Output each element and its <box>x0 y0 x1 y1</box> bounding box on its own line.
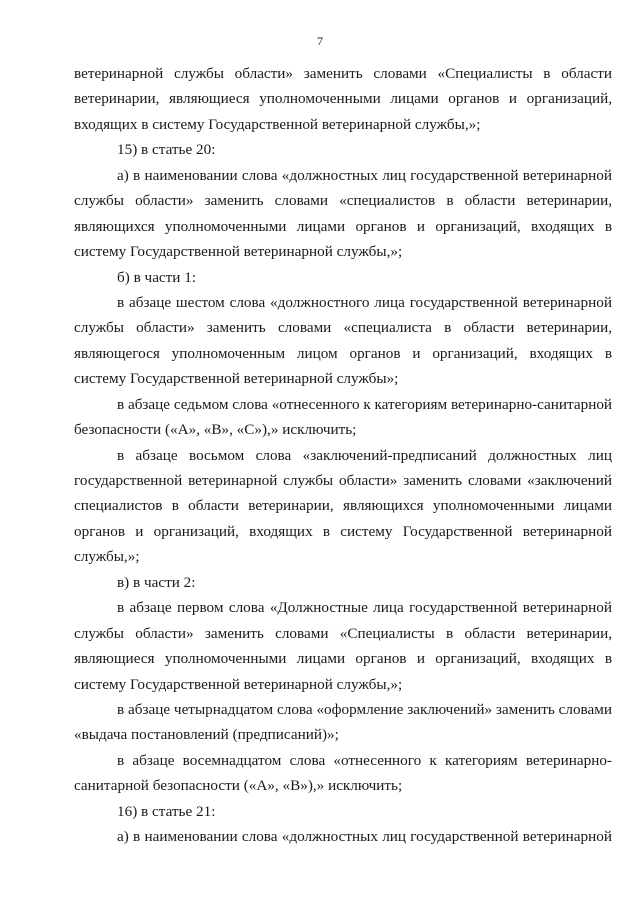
text-line: государственной ветеринарной службы области» заменить словами «заключений <box>74 472 612 489</box>
text-line: службы области» заменить словами «Специалисты в области ветеринарии, <box>74 624 612 642</box>
text-line: службы области» заменить словами «специалистов в области ветеринарии, <box>74 192 612 210</box>
text-line: а) в наименовании слова «должностных лиц государственной ветеринарной <box>117 166 612 184</box>
text-line: систему Государственной ветеринарной службы,»; <box>74 675 403 693</box>
text-line: систему Государственной ветеринарной службы,»; <box>74 243 403 261</box>
text-line: в абзаце восемнадцатом слова «отнесенного к категориям ветеринарно- <box>117 751 612 769</box>
text-line: являющиеся уполномоченными лицами органов и организаций, входящих в <box>74 650 612 668</box>
text-line: в абзаце первом слова «Должностные лица государственной ветеринарной <box>117 599 612 617</box>
text-line: ветеринарной службы области» заменить словами «Специалисты в области <box>74 65 612 82</box>
text-line: являющегося уполномоченным лицом органов и организаций, входящих в <box>74 344 612 362</box>
text-line: в абзаце четырнадцатом слова «оформление заключений» заменить словами <box>117 700 612 718</box>
text-line: органов и организаций, входящих в систему Государственной ветеринарной <box>74 522 612 540</box>
text-line: а) в наименовании слова «должностных лиц государственной ветеринарной <box>117 828 612 846</box>
text-line: являющихся уполномоченными лицами органов и организаций, входящих в <box>74 217 612 235</box>
text-line: специалистов в области ветеринарии, являющихся уполномоченными лицами <box>74 497 612 515</box>
text-line: в абзаце восьмом слова «заключений-предписаний должностных лиц <box>117 446 612 464</box>
text-line: систему Государственной ветеринарной службы»; <box>74 370 399 388</box>
text-line: безопасности («А», «В», «С»),» исключить; <box>74 421 357 439</box>
text-line: ветеринарии, являющиеся уполномоченными лицами органов и организаций, <box>74 90 612 108</box>
text-line: входящих в систему Государственной ветеринарной службы,»; <box>74 115 481 133</box>
text-line: в абзаце шестом слова «должностного лица государственной ветеринарной <box>117 293 612 311</box>
text-line: службы области» заменить словами «специалиста в области ветеринарии, <box>74 319 612 337</box>
document-body <box>74 61 612 850</box>
text-line: санитарной безопасности («А», «В»),» исключить; <box>74 777 403 795</box>
text-line: в) в части 2: <box>117 573 196 591</box>
page-number: 7 <box>317 34 323 48</box>
text-line: «выдача постановлений (предписаний)»; <box>74 726 339 744</box>
text-line: в абзаце седьмом слова «отнесенного к категориям ветеринарно-санитарной <box>117 395 612 413</box>
text-line: 16) в статье 21: <box>117 802 216 820</box>
text-line: 15) в статье 20: <box>117 141 216 159</box>
text-line: б) в части 1: <box>117 268 197 286</box>
text-line: службы,»; <box>74 548 140 566</box>
